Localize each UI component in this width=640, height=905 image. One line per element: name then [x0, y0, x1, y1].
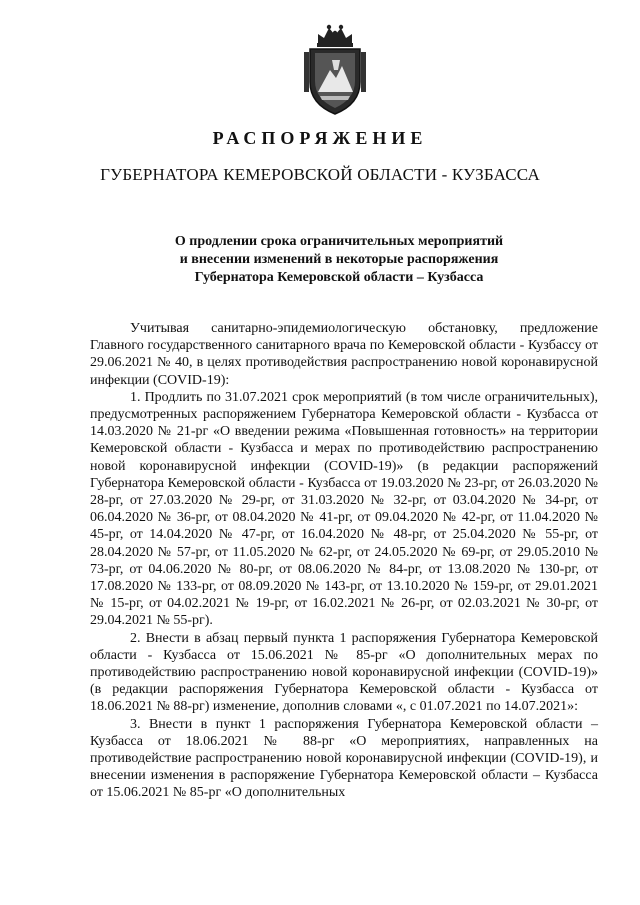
- document-heading: [90, 233, 588, 287]
- paragraph-item-2: 2. Внести в абзац первый пункта 1 распоряжения Губернатора Кемеровской области - Кузбасса от 15.06.2021 № 85-рг «О дополнительных мерах по противодействию распространению новой коронавирусной инфекции (COVID-19)» (в редакции распоряжения Губернатора Кемеровской области - Кузбасса от 18.06.2021 № 88-рг) изменение, дополнив словами «, с 01.07.2021 по 14.07.2021»:: [90, 630, 598, 715]
- heading-line: и внесении изменений в некоторые распоряжения: [179, 252, 499, 267]
- paragraph-item-3: 3. Внести в пункт 1 распоряжения Губернатора Кемеровской области – Кузбасса от 18.06.2021 № 88-рг «О мероприятиях, направленных на противодействие распространению новой коронавирусной инфекции (COVID-19), и внесении изменения в распоряжение Губернатора Кемеровской области – Кузбасса от 15.06.2021 № 85-рг «О дополнительных: [90, 716, 598, 801]
- coat-of-arms-emblem: [296, 22, 374, 118]
- paragraph-preamble: Учитывая санитарно-эпидемиологическую обстановку, предложение Главного государственного санитарного врача по Кемеровской области - Кузбассу от 29.06.2021 № 40, в целях противодействия распространению новой коронавирусной инфекции (COVID-19):: [90, 321, 598, 388]
- document-body: [90, 320, 598, 802]
- heading-line: Губернатора Кемеровской области – Кузбасса: [194, 270, 484, 285]
- heading-line: О продлении срока ограничительных мероприятий: [174, 234, 504, 249]
- paragraph-item-1: 1. Продлить по 31.07.2021 срок мероприятий (в том числе ограничительных), предусмотренных распоряжением Губернатора Кемеровской области - Кузбасса от 14.03.2020 № 21-рг «О введении режима «Повышенная готовность» на территории Кемеровской области - Кузбасса и мерах по противодействию распространению новой коронавирусной инфекции (COVID-19)» (в редакции распоряжений Губернатора Кемеровской области - Кузбасса от 19.03.2020 № 23-рг, от 26.03.2020 № 28-рг, от 27.03.2020 № 29-рг, от 31.03.2020 № 32-рг, от 03.04.2020 № 34-рг, от 06.04.2020 № 36-рг, от 08.04.2020 № 41-рг, от 09.04.2020 № 42-рг, от 11.04.2020 № 45-рг, от 14.04.2020 № 47-рг, от 16.04.2020 № 48-рг, от 25.04.2020 № 55-рг, от 28.04.2020 № 57-рг, от 11.05.2020 № 62-рг, от 24.05.2020 № 69-рг, от 29.05.2010 № 73-рг, от 04.06.2020 № 80-рг, от 08.06.2020 № 84-рг, от 13.08.2020 № 130-рг, от 17.08.2020 № 133-рг, от 08.09.2020 № 143-рг, от 13.10.2020 № 159-рг, от 29.01.2021 № 15-рг, от 04.02.2021 № 19-рг, от 16.02.2021 № 26-рг, от 02.03.2021 № 30-рг, от 29.04.2021 № 55-рг).: [90, 389, 598, 629]
- document-title: РАСПОРЯЖЕНИЕ: [212, 128, 428, 148]
- document-issuer: ГУБЕРНАТОРА КЕМЕРОВСКОЙ ОБЛАСТИ - КУЗБАССА: [100, 165, 540, 184]
